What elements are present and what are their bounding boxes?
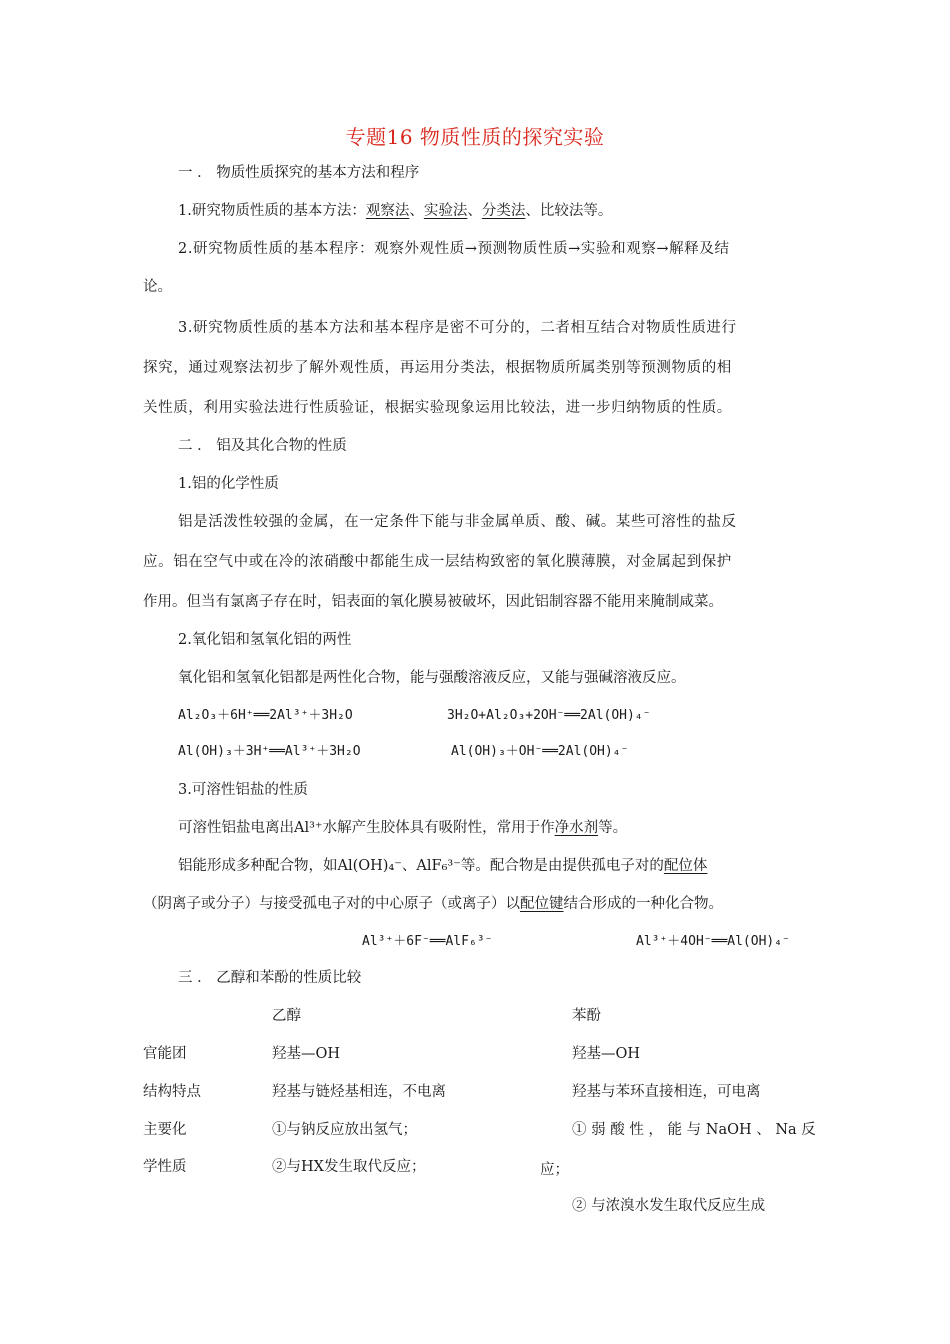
coordination-paragraph-line-1	[178, 856, 707, 876]
table-cell-phenol-property-1: ① 弱 酸 性 ， 能 与 NaOH 、 Na 反	[572, 1122, 816, 1138]
paragraph-1-2-line-1: 2.研究物质性质的基本程序：观察外观性质→预测物质性质→实验和观察→解释及结	[178, 241, 730, 257]
paragraph-text: 1.研究物质性质的基本方法：	[178, 203, 366, 219]
coordination-paragraph-line-2	[143, 894, 723, 914]
coordinate-bond-term: 配位键	[520, 896, 564, 912]
equation-3: Al(OH)₃＋3H⁺══Al³⁺＋3H₂O	[178, 744, 361, 759]
table-row-label-properties-1: 主要化	[143, 1122, 187, 1138]
paragraph-text: 结合形成的一种化合物。	[563, 896, 723, 912]
equation-5: Al³⁺＋6F⁻══AlF₆³⁻	[362, 934, 493, 949]
paragraph-text: （阴离子或分子）与接受孤电子对的中心原子（或离子）以	[143, 896, 520, 912]
table-cell-phenol-structure: 羟基与苯环直接相连，可电离	[572, 1084, 761, 1100]
aluminum-paragraph-line-3: 作用。但当有氯离子存在时，铝表面的氧化膜易被破坏，因此铝制容器不能用来腌制咸菜。	[143, 594, 723, 610]
paragraph-text: 可溶性铝盐电离出Al³⁺水解产生胶体具有吸附性，常用于作	[178, 820, 555, 836]
page-title: 专题16 物质性质的探究实验	[345, 125, 605, 149]
ligand-term: 配位体	[663, 858, 708, 874]
section-3-heading: 三 ． 乙醇和苯酚的性质比较	[178, 970, 362, 986]
table-cell-ethanol-structure: 羟基与链烃基相连，不电离	[272, 1084, 446, 1100]
paragraph-1-2-line-2: 论。	[143, 279, 172, 295]
paragraph-1-1: 1.研究物质性质的基本方法：观察法、实验法、分类法、比较法等。	[178, 203, 613, 219]
paragraph-1-3-line-2: 探究，通过观察法初步了解外观性质，再运用分类法，根据物质所属类别等预测物质的相	[143, 360, 732, 376]
equation-6: Al³⁺＋4OH⁻══Al(OH)₄⁻	[636, 934, 790, 949]
table-row-label-properties-2: 学性质	[143, 1159, 187, 1175]
table-header-ethanol: 乙醇	[272, 1008, 301, 1024]
table-cell-ethanol-group: 羟基—OH	[272, 1046, 341, 1062]
equation-4: Al(OH)₃＋OH⁻══2Al(OH)₄⁻	[451, 744, 629, 759]
salt-paragraph	[178, 818, 627, 838]
table-cell-phenol-property-1-cont: 应；	[540, 1162, 569, 1178]
method-classification: 分类法	[481, 203, 526, 219]
paragraph-1-3-line-3: 关性质，利用实验法进行性质验证，根据实验现象运用比较法，进一步归纳物质的性质。	[143, 400, 732, 416]
table-row-label-structure: 结构特点	[143, 1084, 201, 1100]
table-cell-ethanol-property-2: ②与HX发生取代反应；	[272, 1159, 426, 1175]
paragraph-text: 等。	[598, 820, 628, 836]
equation-2: 3H₂O+Al₂O₃+2OH⁻══2Al(OH)₄⁻	[447, 708, 651, 723]
table-cell-phenol-property-2: ② 与浓溴水发生取代反应生成	[572, 1198, 766, 1214]
paragraph-text: 铝能形成多种配合物，如Al(OH)₄⁻、AlF₆³⁻等。配合物是由提供孤电子对的	[178, 858, 664, 874]
table-row-label-functional-group: 官能团	[143, 1046, 187, 1062]
section-1-heading: 一 ． 物质性质探究的基本方法和程序	[178, 165, 420, 181]
method-observation: 观察法	[365, 203, 410, 219]
subheading-2-3: 3.可溶性铝盐的性质	[178, 782, 308, 798]
paragraph-1-3-line-1: 3.研究物质性质的基本方法和基本程序是密不可分的，二者相互结合对物质性质进行	[178, 320, 737, 336]
paragraph-text: 、比较法等。	[525, 203, 613, 219]
table-cell-ethanol-property-1: ①与钠反应放出氢气；	[272, 1122, 417, 1138]
equation-1: Al₂O₃＋6H⁺══2Al³⁺＋3H₂O	[178, 708, 353, 723]
table-cell-phenol-group: 羟基—OH	[572, 1046, 641, 1062]
aluminum-paragraph-line-2: 应。铝在空气中或在冷的浓硝酸中都能生成一层结构致密的氧化膜薄膜，对金属起到保护	[143, 554, 732, 570]
subheading-2-1: 1.铝的化学性质	[178, 476, 279, 492]
section-2-heading: 二 ． 铝及其化合物的性质	[178, 438, 347, 454]
amphoteric-paragraph: 氧化铝和氢氧化铝都是两性化合物，能与强酸溶液反应，又能与强碱溶液反应。	[178, 670, 686, 686]
method-experiment: 实验法	[423, 203, 468, 219]
subheading-2-2: 2.氧化铝和氢氧化铝的两性	[178, 632, 352, 648]
table-header-phenol: 苯酚	[572, 1008, 601, 1024]
water-purifier-term: 净水剂	[554, 820, 599, 836]
aluminum-paragraph-line-1: 铝是活泼性较强的金属，在一定条件下能与非金属单质、酸、碱。某些可溶性的盐反	[178, 514, 737, 530]
